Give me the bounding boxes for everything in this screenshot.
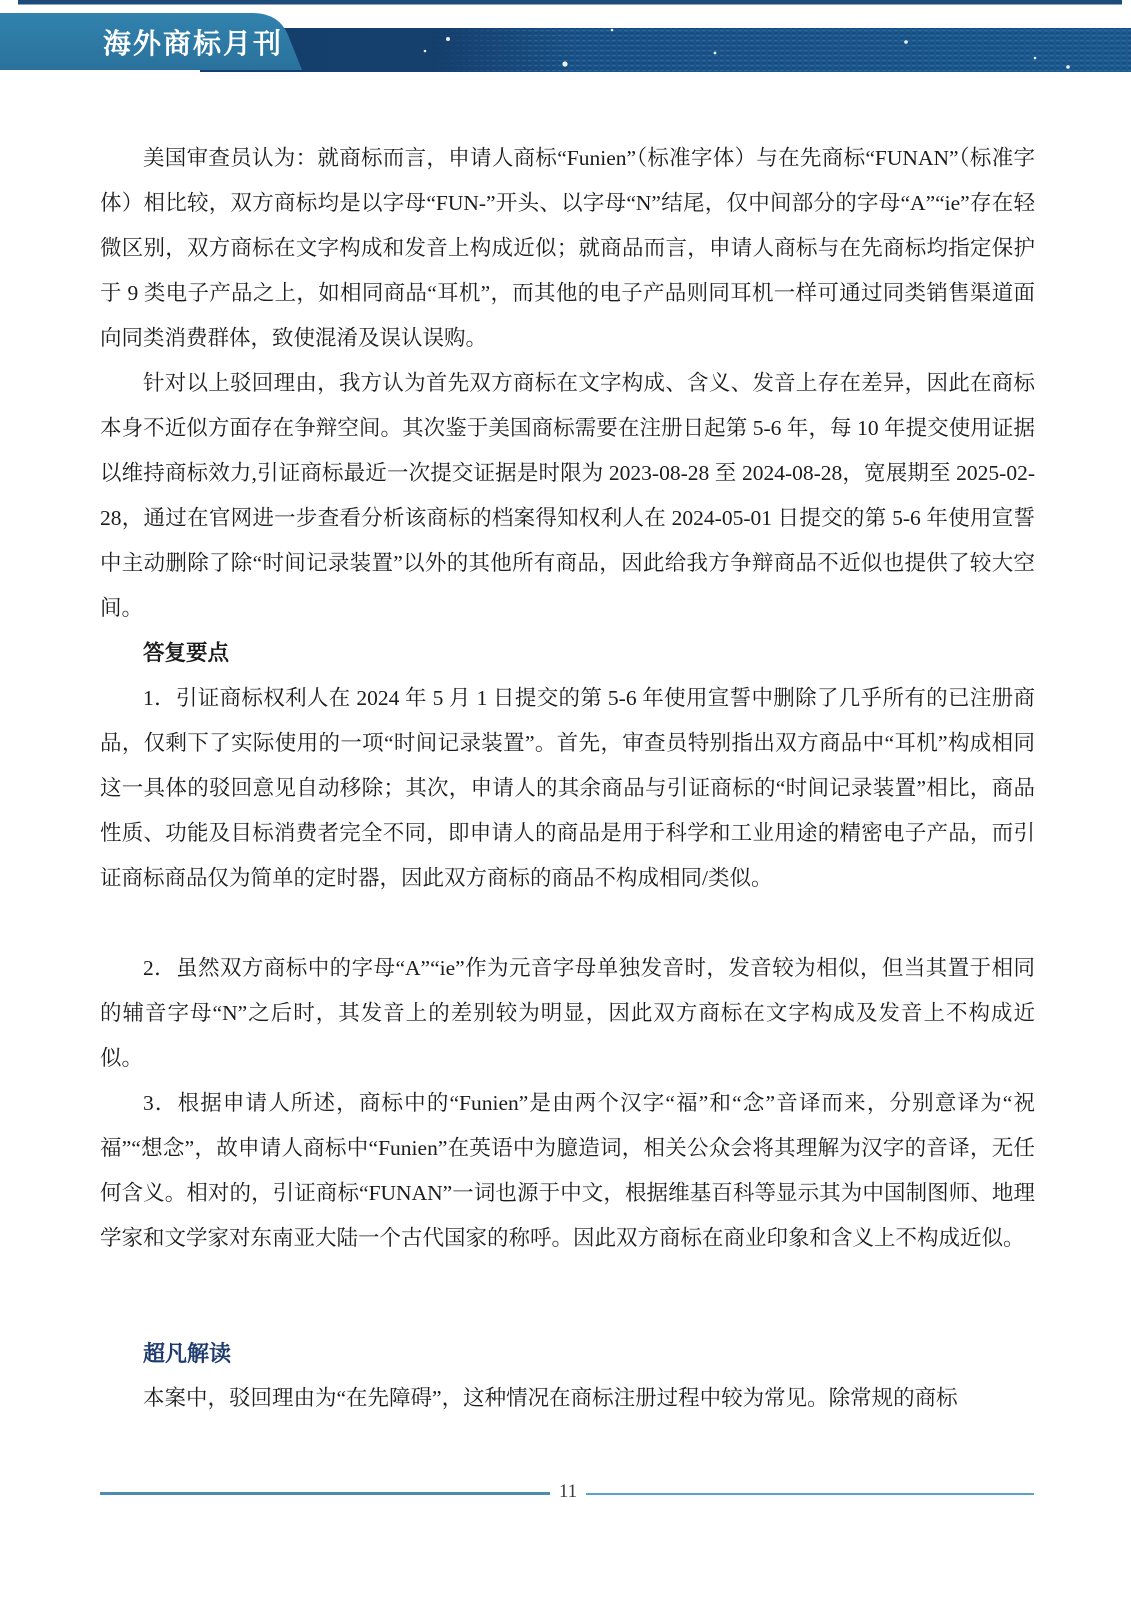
heading-reply-points: 答复要点 (143, 641, 230, 665)
masthead (0, 0, 1131, 90)
page-number: 11 (558, 1481, 578, 1502)
masthead-title: 海外商标月刊 (103, 29, 284, 60)
page-top-strip (18, 0, 1122, 5)
paragraph-interpretation-intro: 本案中，驳回理由为“在先障碍”，这种情况在商标注册过程中较为常见。除常规的商标 (143, 1386, 958, 1410)
paragraph-point-2: 2．虽然双方商标中的字母“A”“ie”作为元音字母单独发音时，发音较为相似，但当其置于相同的辅音字母“N”之后时，其发音上的差别较为明显，因此双方商标在文字构成及发音上不构成近似。 (100, 956, 1035, 1070)
footer-rule-right (586, 1493, 1034, 1495)
paragraph-our-response: 针对以上驳回理由，我方认为首先双方商标在文字构成、含义、发音上存在差异，因此在商标本身不近似方面存在争辩空间。其次鉴于美国商标需要在注册日起第 5-6 年，每 10 年提交使用证据以维持商标效力,引证商标最近一次提交证据是时限为 2023-08-28 至 2024-08-28，宽展期至 2025-02-28，通过在官网进一步查看分析该商标的档案得知权利人在 2024-05-01 日提交的第 5-6 年使用宣誓中主动删除了除“时间记录装置”以外的其他所有商品，因此给我方争辩商品不近似也提供了较大空间。 (100, 371, 1035, 620)
heading-chofn-interpretation: 超凡解读 (143, 1341, 232, 1366)
paragraph-point-1: 1．引证商标权利人在 2024 年 5 月 1 日提交的第 5-6 年使用宣誓中删除了几乎所有的已注册商品，仅剩下了实际使用的一项“时间记录装置”。首先，审查员特别指出双方商品中“耳机”构成相同这一具体的驳回意见自动移除；其次，申请人的其余商品与引证商标的“时间记录装置”相比，商品性质、功能及目标消费者完全不同，即申请人的商品是用于科学和工业用途的精密电子产品，而引证商标商品仅为简单的定时器，因此双方商标的商品不构成相同/类似。 (100, 686, 1035, 890)
banner-grid-texture (430, 28, 1131, 72)
paragraph-examiner-opinion: 美国审查员认为：就商标而言，申请人商标“Funien”（标准字体）与在先商标“FUNAN”（标准字体）相比较，双方商标均是以字母“FUN-”开头、以字母“N”结尾，仅中间部分的字母“A”“ie”存在轻微区别，双方商标在文字构成和发音上构成近似；就商品而言，申请人商标与在先商标均指定保护于 9 类电子产品之上，如相同商品“耳机”，而其他的电子产品则同耳机一样可通过同类销售渠道面向同类消费群体，致使混淆及误认误购。 (100, 146, 1035, 350)
paragraph-point-3: 3．根据申请人所述，商标中的“Funien”是由两个汉字“福”和“念”音译而来，分别意译为“祝福”“想念”，故申请人商标中“Funien”在英语中为臆造词，相关公众会将其理解为汉字的音译，无任何含义。相对的，引证商标“FUNAN”一词也源于中文，根据维基百科等显示其为中国制图师、地理学家和文学家对东南亚大陆一个古代国家的称呼。因此双方商标在商业印象和含义上不构成近似。 (100, 1091, 1035, 1250)
footer-rule-left (100, 1492, 550, 1495)
